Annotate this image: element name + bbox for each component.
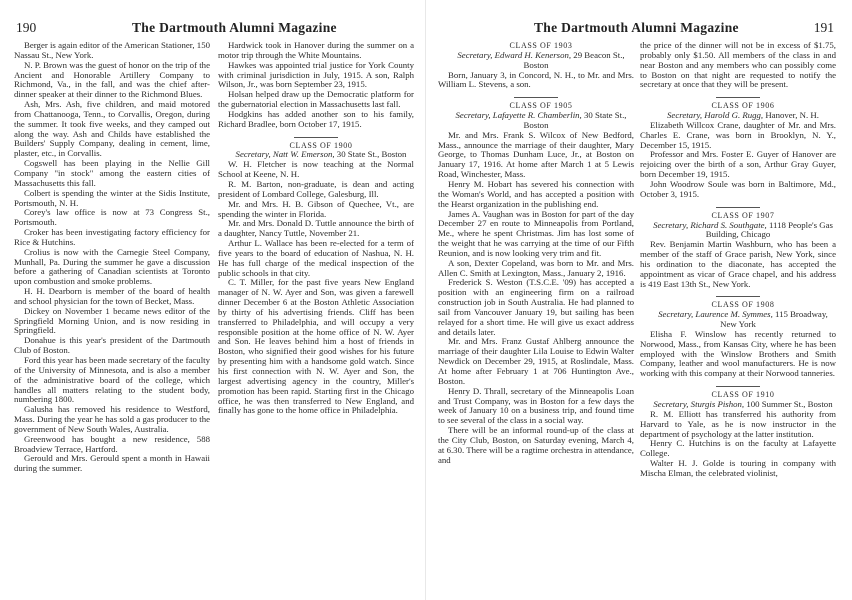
secretary-address: 30 State St., Boston	[523, 110, 627, 130]
right-page-header	[440, 20, 838, 36]
paragraph: Dickey on November 1 became news editor of the Springfield Morning Union, and is now residing in Springfield.	[14, 305, 210, 336]
class-1906-heading: CLASS OF 1906	[711, 101, 775, 111]
section-divider	[514, 97, 558, 98]
paragraph: Ford this year has been made secretary of the faculty of the University of Minnesota, and is also a member of the administrative board of the college, which handles all matters relating to the student body, numbering 1800.	[14, 355, 210, 405]
secretary-address: Hanover, N. H.	[765, 110, 819, 121]
paragraph: Born, January 3, in Concord, N. H., to Mr. and Mrs. William L. Stevens, a son.	[438, 69, 634, 90]
paragraph: Colbert is spending the winter at the Sidis Institute, Portsmouth, N. H.	[14, 187, 210, 208]
right-page	[426, 0, 852, 600]
secretary-address: 1118 People's Gas Building, Chicago	[705, 219, 833, 240]
paragraph: Mr. and Mrs. Frank S. Wilcox of New Bedford, Mass., announce the marriage of their daughter, Mary George, to Thomas Dunham Luce, Jr., at Boston on January 17, 1916. At home after March 1 at 5 Lewis Road, Winchester, Mass.	[438, 129, 634, 180]
right-running-title: The Dartmouth Alumni Magazine	[534, 20, 739, 35]
secretary-address: 30 State St., Boston	[336, 149, 407, 160]
section-divider	[716, 386, 760, 387]
secretary-address: 29 Beacon St., Boston	[523, 49, 625, 70]
paragraph: Elisha F. Winslow has recently returned to Norwood, Mass., from Kansas City, where he has been employed with the Winslow Brothers and Smith Company, leather and wool manufacturers. He is now working with this company at their Norwood tanneries.	[640, 328, 836, 379]
class-1905-heading: CLASS OF 1905	[509, 101, 573, 111]
paragraph: Crolius is now with the Carnegie Steel Company, Munhall, Pa. During the summer he gave a discussion before a gathering of Canadian scientists at Toronto upon combustion and smoke problems.	[14, 246, 210, 287]
paragraph: Arthur L. Wallace has been re-elected for a term of five years to the board of education of Nashua, N. H. He has full charge of the medical inspection of the public schools in that city.	[218, 238, 414, 278]
paragraph: Professor and Mrs. Foster E. Guyer of Hanover are rejoicing over the birth of a son, Arthur Gray Guyer, born December 19, 1915.	[640, 149, 836, 180]
class-1908-heading: CLASS OF 1908	[711, 300, 775, 310]
paragraph: Henry M. Hobart has severed his connection with the Woman's World, and has accepted a position with the Hearst organization in the publishing end.	[438, 178, 634, 209]
right-column-2	[640, 41, 836, 596]
paragraph: Berger is again editor of the American Stationer, 150 Nassau St., New York.	[14, 41, 210, 60]
secretary-name: Secretary, Sturgis Pishon,	[653, 399, 745, 409]
right-column-1	[438, 41, 634, 596]
paragraph: James A. Vaughan was in Boston for part of the day December 27 en route to Minneapolis from Portland, Me., where he spent Christmas. Jim has lost some of the weight that he was carrying at the time of our Fifth Reunion, and is now looking very trim and fit.	[438, 208, 634, 258]
class-1905-secretary	[438, 111, 634, 131]
paragraph: H. H. Dearborn is member of the board of health and school physician for the town of Becket, Mass.	[14, 286, 210, 306]
secretary-address: 115 Broadway, New York	[720, 309, 828, 330]
section-divider	[716, 296, 760, 297]
paragraph: W. H. Fletcher is now teaching at the Normal School at Keene, N. H.	[218, 159, 414, 180]
secretary-name: Secretary, Richard S. Southgate,	[653, 219, 767, 230]
paragraph: Corey's law office is now at 73 Congress St., Portsmouth.	[14, 207, 210, 228]
paragraph: Ash, Mrs. Ash, five children, and maid motored from Chattanooga, Tenn., to Corvallis, Oregon, during the summer. It took five weeks, and they camped out along the way. Ash and Childs have established the Builders' Supply Company, dealing in cement, lime, plaster, etc., in Corvallis.	[14, 99, 210, 159]
left-page-number: 190	[16, 20, 37, 35]
class-1903-heading: CLASS OF 1903	[509, 41, 573, 50]
paragraph: C. T. Miller, for the past five years New England manager of N. W. Ayer and Son, was given a farewell dinner December 6 at the Boston Athletic Association by thirty of his advertising friends. Cliff has been transferred to Philadelphia, and will occupy a very responsible position at the home office of N. W. Ayer and Son. He leaves behind him a host of friends in Boston, who signified their good wishes for his future by presenting him with a handsome gold watch. Since his first connection with N. W. Ayer and Son, the largest advertising agency in the country, Miller's promotion has been rapid. Starting first in the Chicago office, he was then transferred to New England, and finally has gone to the home office in Philadelphia.	[218, 277, 414, 416]
paragraph: the price of the dinner will not be in excess of $1.75, probably only $1.50. All members of the class in and near Boston and any members who can possibly come to Boston on that night are requested to notify the secretary at once that they will be present.	[640, 41, 836, 90]
secretary-name: Secretary, Lafayette R. Chamberlin,	[455, 110, 582, 121]
secretary-name: Secretary, Harold G. Rugg,	[667, 110, 764, 121]
paragraph: R. M. Elliott has transferred his authority from Harvard to Yale, as he is now instructor in the department of psychology at the latter institution.	[640, 408, 836, 439]
class-1908-secretary	[640, 310, 836, 330]
paragraph: Cogswell has been playing in the Nellie Gill Company "in stock" among the eastern cities of Massachusetts this fall.	[14, 158, 210, 188]
left-column-2	[218, 41, 414, 596]
paragraph: Rev. Benjamin Martin Washburn, who has been a member of the staff of Grace parish, New York, since his ordination to the diaconate, has accepted the appointment as vicar of Grace chapel, and his address is 419 East 13th St., New York.	[640, 239, 836, 289]
paragraph: Croker has been investigating factory efficiency for Rice & Hutchins.	[14, 227, 210, 247]
section-divider	[716, 207, 760, 208]
paragraph: Mr. and Mrs. Franz Gustaf Ahlberg announce the marriage of their daughter Lila Louise to Edwin Walter Newdick on December 29, 1915, at Roslindale, Mass. At home after February 1 at 706 Huntington Ave., Boston.	[438, 336, 634, 386]
class-1910-heading: CLASS OF 1910	[711, 390, 775, 400]
class-1900-heading: CLASS OF 1900	[289, 140, 353, 150]
paragraph: Walter H. J. Golde is touring in company with Mischa Elman, the celebrated violinist,	[640, 458, 836, 478]
paragraph: Mr. and Mrs. Donald D. Tuttle announce the birth of a daughter, Nancy Tuttle, November 21.	[218, 218, 414, 239]
paragraph: Holsan helped draw up the Democratic platform for the gubernatorial election in Massachusetts last fall.	[218, 89, 414, 110]
paragraph: A son, Dexter Copeland, was born to Mr. and Mrs. Allen C. Smith at Lexington, Mass., January 2, 1916.	[438, 257, 634, 278]
paragraph: Elizabeth Willcox Crane, daughter of Mr. and Mrs. Charles E. Crane, was born in Brooklyn, N. Y., December 15, 1915.	[640, 119, 836, 150]
paragraph: John Woodrow Soule was born in Baltimore, Md., October 3, 1915.	[640, 178, 836, 199]
paragraph: Donahue is this year's president of the Dartmouth Club of Boston.	[14, 335, 210, 356]
paragraph: Frederick S. Weston (T.S.C.E. '09) has accepted a position with an engineering firm on a railroad construction job in South Australia. He had planned to sail from Vancouver January 19, but sailing has been relayed for a short time. He will give us exact address and details later.	[438, 277, 634, 337]
paragraph: Gerould and Mrs. Gerould spent a month in Hawaii during the summer.	[14, 453, 210, 474]
class-1907-secretary	[640, 221, 836, 241]
paragraph: Henry C. Hutchins is on the faculty at Lafayette College.	[640, 438, 836, 459]
secretary-name: Secretary, Natt W. Emerson,	[235, 149, 335, 160]
left-page-header	[14, 20, 412, 36]
paragraph: Galusha has removed his residence to Westford, Mass. During the year he has sold a gas producer to the government of New South Wales, Australia.	[14, 404, 210, 434]
paragraph: Hardwick took in Hanover during the summer on a motor trip through the White Mountains.	[218, 41, 414, 60]
left-running-title: The Dartmouth Alumni Magazine	[132, 20, 337, 35]
paragraph: Henry D. Thrall, secretary of the Minneapolis Loan and Trust Company, was in Boston for a few days the week of January 10 on a business trip, and found time to see several of the class in a social way.	[438, 385, 634, 426]
section-divider	[716, 97, 760, 98]
paragraph: Greenwood has bought a new residence, 588 Broadview Terrace, Hartford.	[14, 433, 210, 454]
paragraph: There will be an informal round-up of the class at the City Club, Boston, on Saturday evening, March 4, at 6.30. There will be a ragtime orchestra in attendance, and	[438, 425, 634, 465]
paragraph: Hodgkins has added another son to his family, Richard Bradlee, born October 17, 1915.	[218, 108, 414, 129]
paragraph: Hawkes was appointed trial justice for York County with criminal jurisdiction in July, 1915. A son, Ralph Wilson, Jr., was born September 23, 1915.	[218, 59, 414, 90]
paragraph: N. P. Brown was the guest of honor on the trip of the Ancient and Honorable Artillery Company to Richmond, Va., in the fall, and was the chief after-dinner speaker at their dinner to the Richmond Blues.	[14, 59, 210, 100]
class-1903-secretary	[438, 51, 634, 71]
left-column-1	[14, 41, 210, 596]
section-divider	[294, 137, 338, 138]
paragraph: Mr. and Mrs. H. B. Gibson of Quechee, Vt., are spending the winter in Florida.	[218, 198, 414, 219]
paragraph: R. M. Barton, non-graduate, is dean and acting president of Lombard College, Galesburg, Ill.	[218, 178, 414, 199]
class-1907-heading: CLASS OF 1907	[711, 210, 775, 220]
secretary-name: Secretary, Laurence M. Symmes,	[658, 309, 773, 320]
secretary-address: 100 Summer St., Boston	[746, 399, 833, 409]
secretary-name: Secretary, Edward H. Kenerson,	[457, 49, 572, 60]
right-page-number: 191	[813, 20, 834, 35]
